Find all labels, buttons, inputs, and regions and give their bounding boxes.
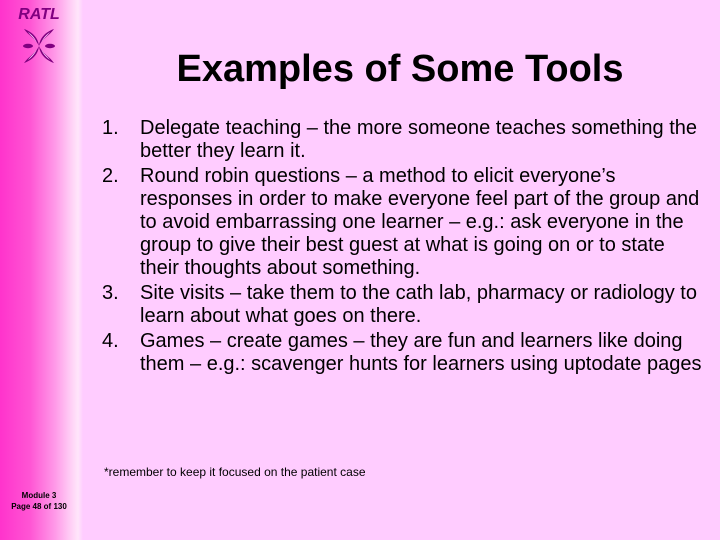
list-item-number: 2. (102, 165, 119, 187)
list-item (102, 165, 702, 280)
list-item-text: Delegate teaching – the more someone teaches something the better they learn it. (140, 117, 698, 162)
footnote: *remember to keep it focused on the patient case (104, 465, 366, 479)
module-label: Module 3 (21, 491, 57, 500)
list-item (102, 282, 702, 328)
sidebar (0, 0, 83, 540)
footer (0, 490, 78, 512)
slide-title: Examples of Some Tools (176, 48, 624, 90)
tool-list (102, 117, 702, 378)
page-label: Page 48 of 130 (11, 502, 67, 511)
list-item-number: 1. (102, 117, 119, 139)
list-item (102, 330, 702, 376)
list-item-text: Games – create games – they are fun and learners like doing them – e.g.: scavenger hunts for learners using uptodate pages (140, 330, 702, 375)
list-item-number: 4. (102, 330, 119, 352)
list-item-number: 3. (102, 282, 119, 304)
list-item-text: Site visits – take them to the cath lab, pharmacy or radiology to learn about what goes on there. (140, 282, 697, 327)
list-item-text: Round robin questions – a method to elicit everyone’s responses in order to make everyone feel part of the group and to avoid embarrassing one learner – e.g.: ask everyone in the group to give their best guest at what is going on or to state their thoughts about something. (140, 165, 700, 279)
ratl-flower-icon (22, 27, 56, 65)
logo-text: RATL (18, 6, 60, 23)
list-item (102, 117, 702, 163)
